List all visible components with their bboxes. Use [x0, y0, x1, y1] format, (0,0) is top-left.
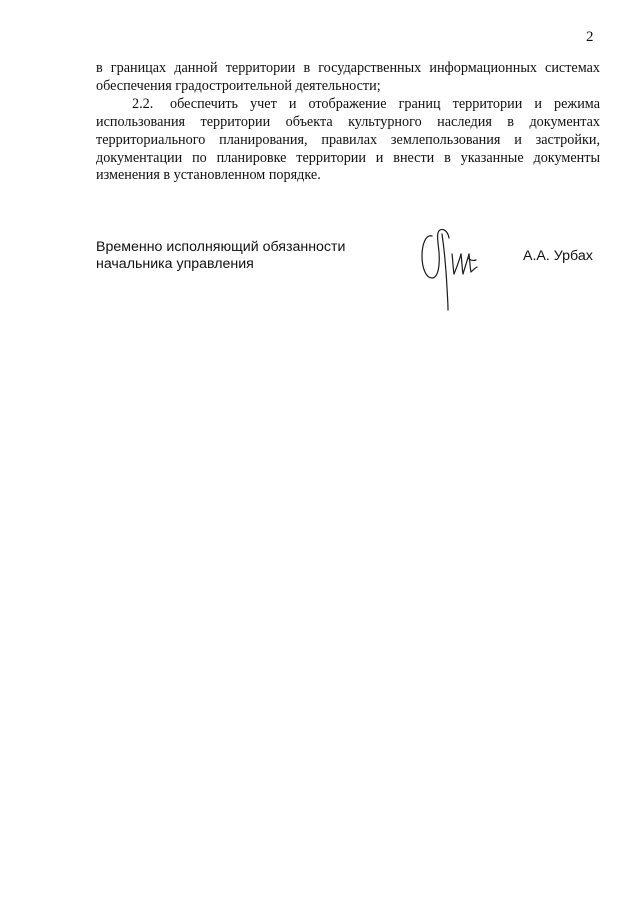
signer-name: А.А. Урбах	[523, 248, 593, 264]
signature-stroke-b	[454, 254, 461, 274]
signature-stroke-d	[463, 254, 469, 274]
signature-stroke-e	[469, 254, 477, 272]
paragraph-number: 2.2.	[132, 95, 154, 112]
signatory-position	[96, 239, 345, 272]
signature-stroke-c	[461, 254, 463, 274]
paragraph-text: обеспечить учет и отображение границ территории и режима использования территории объекта культурного наследия в документах территориального планирования, правилах землепользования и застройки, документации по планировке территории и внести в указанные документы изменения в установленном порядке.	[96, 95, 600, 184]
handwritten-signature-icon	[412, 218, 490, 318]
paragraph-2-2	[96, 96, 600, 186]
position-line-1: Временно исполняющий обязанности	[96, 239, 346, 255]
signature-stroke-a	[452, 254, 454, 274]
signature-stroke-tail	[442, 234, 448, 310]
paragraph-continuation: в границах данной территории в государственных информационных системах обеспечения градостроительной деятельности;	[96, 60, 600, 94]
document-body	[96, 60, 600, 185]
page-number: 2	[586, 29, 594, 45]
position-line-2: начальника управления	[96, 255, 254, 272]
